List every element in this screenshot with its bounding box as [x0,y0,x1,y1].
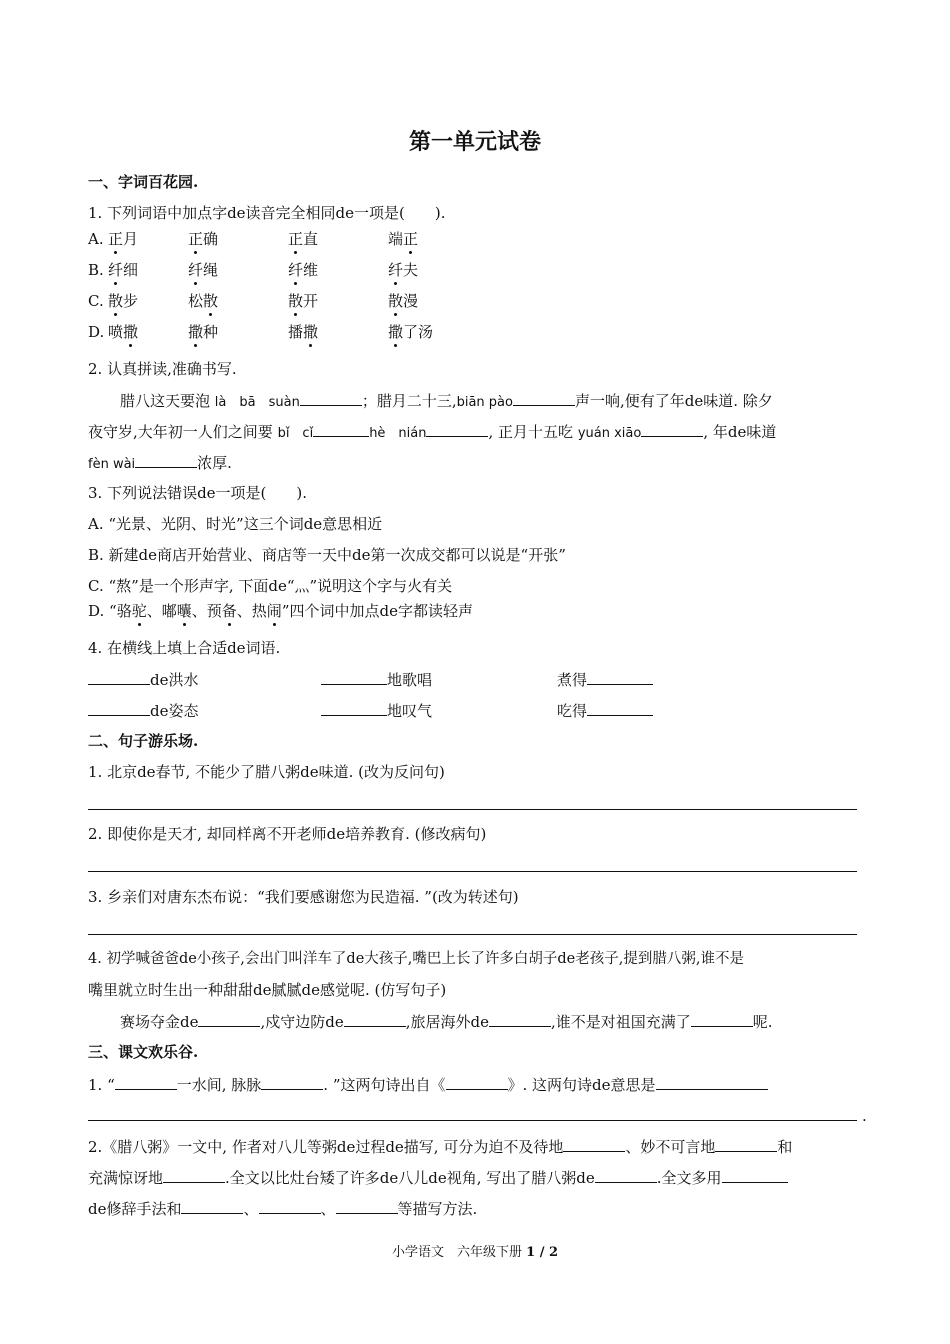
s3-q2-line1: 2.《腊八粥》一文中, 作者对八儿等粥de过程de描写, 可分为迫不及待地 、妙不可言地 和 [88,1138,793,1156]
s2-q2: 2. 即使你是天才, 却同样离不开老师de培养教育. (修改病句) [88,825,487,843]
section-2-heading: 二、句子游乐场. [88,732,199,750]
s2-q4-line1: 4. 初学喊爸爸de小孩子,会出门叫洋车了de大孩子,嘴巴上长了许多白胡子de老孩子,提到腊八粥,谁不是 [88,951,744,967]
fill-blank[interactable] [641,421,703,437]
s3-q1-line1: 1. “ 一水间, 脉脉 . ”这两句诗出自《 》. 这两句诗de意思是 [88,1074,768,1095]
fill-blank[interactable] [446,1074,508,1090]
q1-option-c-word4: 散漫 [388,292,419,310]
q2-stem: 2. 认真拼读,准确书写. [88,360,237,378]
fill-blank[interactable] [300,390,362,406]
q1-option-a-word4: 端正 [388,230,419,248]
q1-option-b-word1: 纤细 [108,261,139,279]
page-footer [0,1244,950,1262]
q3-stem: 3. 下列说法错误de一项是( ). [88,484,308,502]
q4-r2c1: de姿态 [88,700,198,721]
q1-option-b-word3: 纤维 [288,261,319,279]
fill-blank[interactable] [595,1167,657,1183]
q1-option-c-word3: 散开 [288,292,319,310]
fill-blank[interactable] [313,421,369,437]
fill-blank[interactable] [722,1167,788,1183]
q4-r1c3: 煮得 [557,669,653,690]
s2-q4-line2: 嘴里就立时生出一种甜甜de腻腻de感觉呢. (仿写句子) [88,981,447,999]
q4-stem: 4. 在横线上填上合适de词语. [88,639,281,657]
q1-option-b-letter: B. [88,261,104,279]
q1-option-b-word4: 纤夫 [388,261,419,279]
fill-blank[interactable] [198,1011,260,1027]
fill-blank[interactable] [321,700,387,716]
fill-blank[interactable] [321,669,387,685]
q4-r2c3: 吃得 [557,700,653,721]
s2-q1: 1. 北京de春节, 不能少了腊八粥de味道. (改为反问句) [88,763,445,781]
fill-blank[interactable] [656,1074,768,1090]
fill-blank[interactable] [88,669,150,685]
q3-option-a: A. “光景、光阴、时光”这三个词de意思相近 [88,515,383,533]
s2-q4-line3: 赛场夺金de ,戍守边防de ,旅居海外de ,谁不是对祖国充满了 呢. [120,1013,773,1031]
fill-blank[interactable] [88,700,150,716]
fill-blank[interactable] [691,1011,753,1027]
q2-line-1: 腊八这天要泡 là bā suàn ；腊月二十三,biān pào 声一响,便有了年de味道. 除夕 [120,392,773,410]
fill-blank[interactable] [513,390,575,406]
s2-q3: 3. 乡亲们对唐东杰布说：“我们要感谢您为民造福. ”(改为转述句) [88,888,519,906]
q1-stem: 1. 下列词语中加点字de读音完全相同de一项是( ). [88,204,446,222]
fill-blank[interactable] [344,1011,406,1027]
fill-blank[interactable] [163,1167,225,1183]
fill-blank[interactable] [259,1198,321,1214]
q1-option-a-word2: 正确 [188,230,219,248]
s3-q1-end-period: . [862,1107,867,1125]
s3-q2-line2: 充满惊讶地 .全文以比灶台矮了许多de八儿de视角, 写出了腊八粥de .全文多用 [88,1167,788,1188]
answer-line[interactable] [88,934,857,935]
dot-char: 正 [108,230,124,248]
q3-option-d: D. “骆驼、嘟囔、预备、热闹”四个词中加点de字都读轻声 [88,602,473,620]
page-title: 第一单元试卷 [408,129,541,155]
q1-option-c-word2: 松散 [188,292,219,310]
answer-line[interactable] [88,1120,857,1121]
q1-option-a-word1: 正月 [108,230,139,248]
q4-r2c2: 地叹气 [321,700,432,721]
q1-option-b-word2: 纤绳 [188,261,219,279]
q1-option-d-letter: D. [88,323,105,341]
fill-blank[interactable] [587,700,653,716]
fill-blank[interactable] [426,421,488,437]
fill-blank[interactable] [563,1136,625,1152]
q3-option-c: C. “熬”是一个形声字, 下面de“灬”说明这个字与火有关 [88,577,453,595]
fill-blank[interactable] [261,1074,323,1090]
fill-blank[interactable] [336,1198,398,1214]
fill-blank[interactable] [135,452,197,468]
fill-blank[interactable] [489,1011,551,1027]
answer-line[interactable] [88,871,857,872]
fill-blank[interactable] [115,1074,177,1090]
q1-option-d-word3: 播撒 [288,323,319,341]
q2-line-2: 夜守岁,大年初一人们之间要 bǐ cǐ hè nián , 正月十五吃 yuán xiāo , 年de味道 [88,423,777,441]
q4-r1c2: 地歌唱 [321,669,432,690]
q1-option-a-letter: A. [88,230,104,248]
q1-option-a-word3: 正直 [288,230,319,248]
q1-option-c-letter: C. [88,292,104,310]
footer-text: 小学语文 六年级下册 [391,1245,522,1260]
section-3-heading: 三、课文欢乐谷. [88,1043,199,1061]
q1-option-d-word2: 撒种 [188,323,219,341]
q2-line-3: fèn wài 浓厚. [88,454,232,472]
q1-option-c-word1: 散步 [108,292,139,310]
page-number: 1 / 2 [526,1245,559,1260]
fill-blank[interactable] [587,669,653,685]
q3-option-b: B. 新建de商店开始营业、商店等一天中de第一次成交都可以说是“开张” [88,546,566,564]
q4-r1c1: de洪水 [88,669,198,690]
q1-option-d-word1: 喷撒 [108,323,139,341]
section-1-heading: 一、字词百花园. [88,173,199,191]
fill-blank[interactable] [181,1198,243,1214]
q1-option-d-word4: 撒了汤 [388,323,434,341]
fill-blank[interactable] [715,1136,777,1152]
answer-line[interactable] [88,809,857,810]
s3-q2-line3: de修辞手法和 、 、 等描写方法. [88,1200,478,1218]
